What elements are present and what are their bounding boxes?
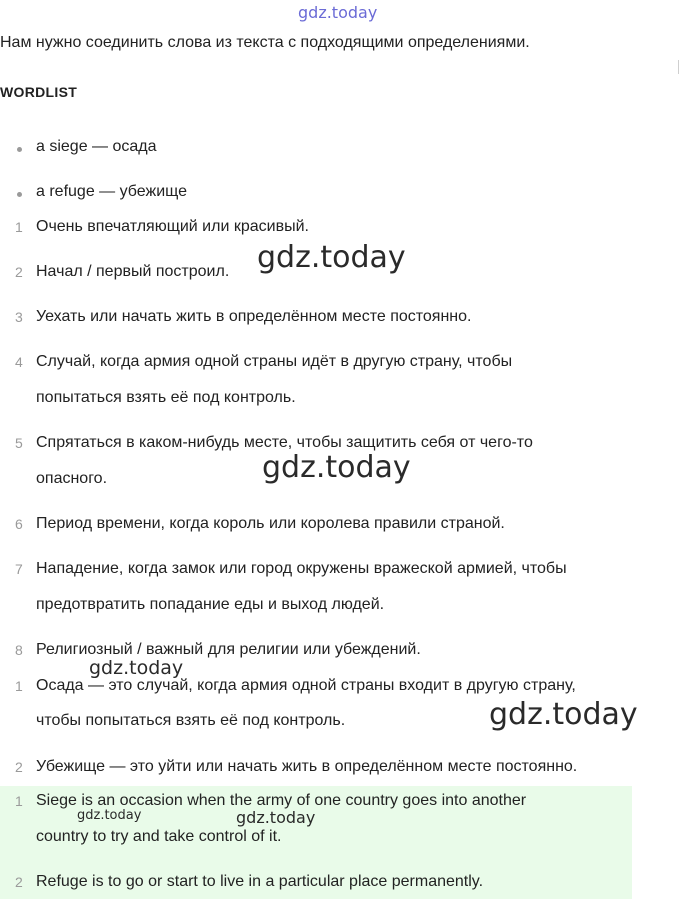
definition-item-line1: Случай, когда армия одной страны идёт в другую страну, чтобы	[36, 353, 513, 370]
bullet-marker	[17, 147, 22, 152]
watermark-overlay: gdz.today	[236, 808, 316, 827]
definition-item: Уехать или начать жить в определённом месте постоянно.	[36, 308, 472, 325]
scrollbar-tick	[678, 60, 679, 74]
list-number: 1	[15, 219, 23, 235]
list-number: 2	[15, 874, 23, 890]
watermark-overlay: gdz.today	[257, 240, 406, 275]
definition-item: Начал / первый построил.	[36, 263, 230, 280]
watermark-overlay: gdz.today	[262, 450, 411, 485]
watermark-overlay: gdz.today	[89, 657, 184, 679]
wordlist-heading: WORDLIST	[0, 84, 78, 100]
definition-item-line2: попытаться взять её под контроль.	[36, 389, 296, 406]
wordlist-item: a siege — осада	[36, 138, 157, 155]
answer-ru-line2: чтобы попытаться взять её под контроль.	[36, 712, 346, 729]
bullet-marker	[17, 192, 22, 197]
answer-ru: Убежище — это уйти или начать жить в определённом месте постоянно.	[36, 758, 578, 775]
watermark-overlay: gdz.today	[77, 808, 142, 823]
definition-item: Религиозный / важный для религии или убеждений.	[36, 641, 421, 658]
list-number: 4	[15, 354, 23, 370]
list-number: 2	[15, 759, 23, 775]
list-number: 1	[15, 793, 23, 809]
definition-item-line1: Спрятаться в каком-нибудь месте, чтобы защитить себя от чего-то	[36, 434, 533, 451]
intro-text: Нам нужно соединить слова из текста с подходящими определениями.	[0, 34, 530, 51]
wordlist-item: a refuge — убежище	[36, 183, 188, 200]
definition-item: Очень впечатляющий или красивый.	[36, 218, 309, 235]
list-number: 3	[15, 309, 23, 325]
definition-item-line2: опасного.	[36, 470, 108, 487]
list-number: 7	[15, 561, 23, 577]
answer-en-line1: Siege is an occasion when the army of one country goes into another	[36, 792, 527, 809]
list-number: 2	[15, 264, 23, 280]
answer-en: Refuge is to go or start to live in a particular place permanently.	[36, 873, 484, 890]
definition-item-line2: предотвратить попадание еды и выход людей.	[36, 596, 385, 613]
list-number: 8	[15, 642, 23, 658]
answer-ru-line1: Осада — это случай, когда армия одной страны входит в другую страну,	[36, 677, 576, 694]
definition-item-line1: Нападение, когда замок или город окружены вражеской армией, чтобы	[36, 560, 567, 577]
watermark-overlay: gdz.today	[489, 697, 638, 732]
list-number: 1	[15, 678, 23, 694]
watermark-top: gdz.today	[298, 3, 378, 22]
list-number: 5	[15, 435, 23, 451]
answer-en-line2: country to try and take control of it.	[36, 828, 282, 845]
definition-item: Период времени, когда король или королева правили страной.	[36, 515, 505, 532]
list-number: 6	[15, 516, 23, 532]
